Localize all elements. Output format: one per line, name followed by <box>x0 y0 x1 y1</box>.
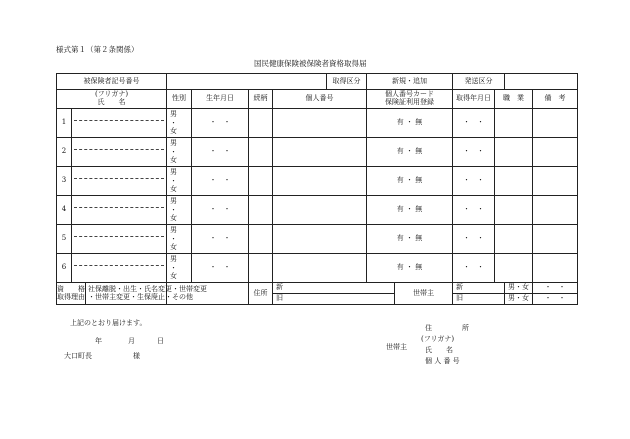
sex-separator: ・ <box>170 176 177 185</box>
declaration-text: 上記のとおり届けます。 <box>70 319 147 327</box>
personal-number-cell[interactable] <box>273 225 367 254</box>
footer-name-label: 氏 名 <box>425 346 453 354</box>
new-label: 新 <box>456 283 463 292</box>
remarks-header: 備 考 <box>533 90 578 109</box>
birth-date-cell[interactable]: ・ ・ <box>192 225 249 254</box>
address-new[interactable] <box>273 283 395 294</box>
furigana-line <box>74 256 164 266</box>
furigana-line <box>74 198 164 208</box>
row-number: 2 <box>57 138 72 167</box>
sex-cell[interactable] <box>167 225 192 254</box>
name-cell[interactable] <box>72 196 167 225</box>
sex-female: 女 <box>170 156 177 165</box>
acquisition-type-label: 取得区分 <box>327 74 367 90</box>
date-year: 年 <box>95 337 102 345</box>
remarks-cell[interactable] <box>533 138 578 167</box>
birth-date-cell[interactable]: ・ ・ <box>192 167 249 196</box>
reason-label <box>57 283 86 304</box>
table-row <box>57 138 578 167</box>
form-number: 様式第１（第２条関係） <box>56 45 139 54</box>
personal-number-cell[interactable] <box>273 254 367 283</box>
table-row <box>57 225 578 254</box>
card-registration-cell[interactable]: 有 ・ 無 <box>367 225 453 254</box>
relationship-cell[interactable] <box>249 254 273 283</box>
sex-cell[interactable] <box>167 167 192 196</box>
row-number: 3 <box>57 167 72 196</box>
name-header <box>57 90 167 109</box>
relationship-cell[interactable] <box>249 196 273 225</box>
address-old[interactable] <box>273 294 395 305</box>
remarks-cell[interactable] <box>533 254 578 283</box>
sex-female: 女 <box>170 272 177 281</box>
dispatch-type-label: 発送区分 <box>453 74 505 90</box>
reason-options-line2: ・世帯主変更・生保廃止・その他 <box>88 292 193 301</box>
sex-separator: ・ <box>170 234 177 243</box>
acquired-date-cell[interactable]: ・ ・ <box>453 225 495 254</box>
sex-male: 男 <box>170 225 177 234</box>
new-label: 新 <box>276 283 283 292</box>
reason-label-line2: 取得理由 <box>57 292 85 301</box>
occupation-cell[interactable] <box>495 138 533 167</box>
householder-label: 世帯主 <box>395 283 453 305</box>
sex-male: 男 <box>170 167 177 176</box>
page-title: 国民健康保険被保険者資格取得届 <box>254 59 367 68</box>
sex-female: 女 <box>170 214 177 223</box>
sex-female: 女 <box>170 185 177 194</box>
sex-separator: ・ <box>170 147 177 156</box>
card-registration-header <box>367 90 453 109</box>
card-registration-cell[interactable]: 有 ・ 無 <box>367 167 453 196</box>
sex-female: 女 <box>170 127 177 136</box>
occupation-cell[interactable] <box>495 254 533 283</box>
row-number: 5 <box>57 225 72 254</box>
card-registration-cell[interactable]: 有 ・ 無 <box>367 109 453 138</box>
birth-date-cell[interactable]: ・ ・ <box>192 138 249 167</box>
sex-separator: ・ <box>170 263 177 272</box>
acquired-date-cell[interactable]: ・ ・ <box>453 138 495 167</box>
relationship-cell[interactable] <box>249 167 273 196</box>
occupation-cell[interactable] <box>495 196 533 225</box>
sex-male: 男 <box>170 254 177 263</box>
householder-old[interactable] <box>453 294 505 305</box>
personal-number-cell[interactable] <box>273 167 367 196</box>
householder-new[interactable] <box>453 283 505 294</box>
name-header-label: 氏 名 <box>97 98 126 106</box>
date-day: 日 <box>157 337 164 345</box>
furigana-line <box>74 227 164 237</box>
footer-personal-number-label: 個 人 番 号 <box>425 357 460 365</box>
name-cell[interactable] <box>72 225 167 254</box>
occupation-header: 職 業 <box>495 90 533 109</box>
birth-date-cell[interactable]: ・ ・ <box>192 109 249 138</box>
registration-form-table <box>56 73 578 305</box>
reason-options[interactable] <box>86 283 207 304</box>
reason-options-line1: 社保離脱・出生・氏名変更・世帯変更 <box>88 284 207 293</box>
sex-cell[interactable] <box>167 254 192 283</box>
personal-number-cell[interactable] <box>273 138 367 167</box>
sex-male: 男 <box>170 138 177 147</box>
insured-symbol-input[interactable] <box>167 74 327 90</box>
name-cell[interactable] <box>72 138 167 167</box>
footer-furigana-label: (フリガナ) <box>421 335 455 343</box>
card-header-line1: 個人番号カード <box>385 90 434 99</box>
acquired-date-header: 取得年月日 <box>453 90 495 109</box>
remarks-cell[interactable] <box>533 109 578 138</box>
acquired-date-cell[interactable]: ・ ・ <box>453 254 495 283</box>
birth-date-cell[interactable]: ・ ・ <box>192 254 249 283</box>
personal-number-cell[interactable] <box>273 196 367 225</box>
row-number: 4 <box>57 196 72 225</box>
remarks-cell[interactable] <box>533 167 578 196</box>
row-number: 1 <box>57 109 72 138</box>
card-header-line2: 保険証利用登録 <box>385 98 434 106</box>
header-row-insured <box>57 74 578 90</box>
furigana-line <box>74 140 164 150</box>
sex-female: 女 <box>170 243 177 252</box>
reason-row-1 <box>57 283 578 294</box>
sex-cell[interactable] <box>167 138 192 167</box>
sex-header: 性別 <box>167 90 192 109</box>
acquired-date-cell[interactable]: ・ ・ <box>453 196 495 225</box>
name-cell[interactable] <box>72 109 167 138</box>
sex-separator: ・ <box>170 205 177 214</box>
personal-number-header: 個人番号 <box>273 90 367 109</box>
acquired-date-cell[interactable]: ・ ・ <box>453 109 495 138</box>
furigana-line <box>74 169 164 179</box>
table-row <box>57 109 578 138</box>
address-label: 住所 <box>249 283 273 305</box>
name-cell[interactable] <box>72 254 167 283</box>
acquisition-type-value[interactable]: 新規・追加 <box>367 74 453 90</box>
birth-date-cell[interactable]: ・ ・ <box>192 196 249 225</box>
card-registration-cell[interactable]: 有 ・ 無 <box>367 196 453 225</box>
remarks-cell[interactable] <box>533 196 578 225</box>
personal-number-cell[interactable] <box>273 109 367 138</box>
relationship-cell[interactable] <box>249 225 273 254</box>
occupation-cell[interactable] <box>495 167 533 196</box>
relationship-cell[interactable] <box>249 109 273 138</box>
table-row <box>57 167 578 196</box>
occupation-cell[interactable] <box>495 109 533 138</box>
town-head: 大口町長 <box>64 352 92 360</box>
sex-separator: ・ <box>170 118 177 127</box>
sex-cell[interactable] <box>167 196 192 225</box>
furigana-header: (フリガナ) <box>94 90 129 99</box>
footer-address-label: 住 所 <box>425 324 469 332</box>
sama-label: 様 <box>133 352 140 360</box>
table-row <box>57 254 578 283</box>
reason-label-line1: 資 格 <box>57 284 85 293</box>
footer-householder-label: 世帯主 <box>386 343 407 351</box>
insured-symbol-label: 被保険者記号番号 <box>57 74 167 90</box>
card-registration-cell[interactable]: 有 ・ 無 <box>367 138 453 167</box>
relationship-header: 続柄 <box>249 90 273 109</box>
householder-new-date[interactable]: ・ ・ <box>533 283 578 294</box>
old-label: 旧 <box>276 294 283 303</box>
remarks-cell[interactable] <box>533 225 578 254</box>
table-row <box>57 196 578 225</box>
birth-date-header: 生年月日 <box>192 90 249 109</box>
sex-cell[interactable] <box>167 109 192 138</box>
acquisition-reason-cell[interactable] <box>57 283 207 305</box>
householder-new-sex[interactable]: 男・女 <box>505 283 533 294</box>
name-cell[interactable] <box>72 167 167 196</box>
dispatch-type-input[interactable] <box>505 74 578 90</box>
householder-old-date[interactable]: ・ ・ <box>533 294 578 305</box>
card-registration-cell[interactable]: 有 ・ 無 <box>367 254 453 283</box>
furigana-line <box>74 111 164 121</box>
column-header-row <box>57 90 578 109</box>
occupation-cell[interactable] <box>495 225 533 254</box>
relationship-cell[interactable] <box>249 138 273 167</box>
householder-old-sex[interactable]: 男・女 <box>505 294 533 305</box>
sex-male: 男 <box>170 109 177 118</box>
old-label: 旧 <box>456 294 463 303</box>
sex-male: 男 <box>170 196 177 205</box>
acquired-date-cell[interactable]: ・ ・ <box>453 167 495 196</box>
date-month: 月 <box>128 337 135 345</box>
row-number: 6 <box>57 254 72 283</box>
